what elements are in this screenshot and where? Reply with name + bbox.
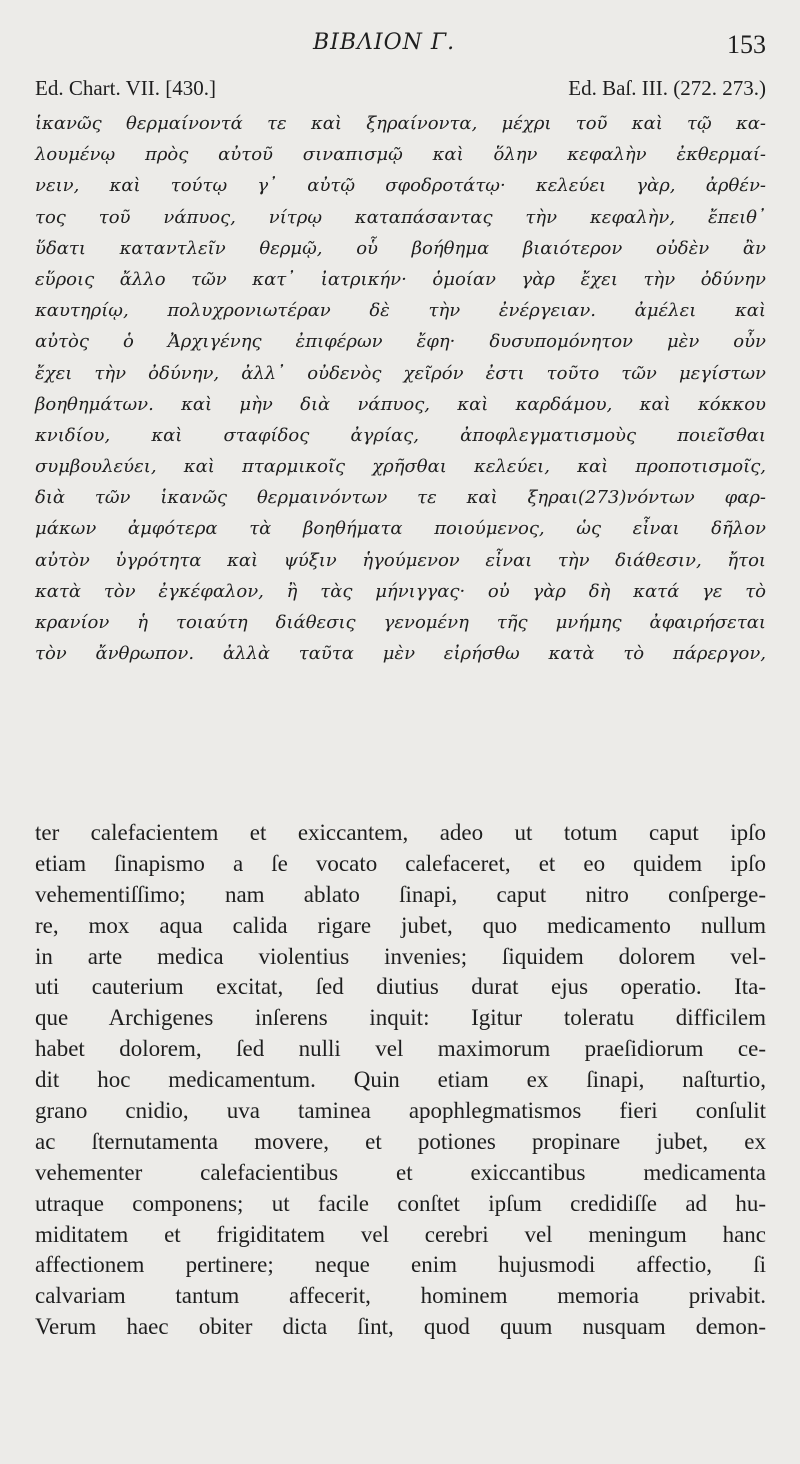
greek-line: κρανίον ἡ τοιαύτη διάθεσις γενομένη τῆς μνήμης ἀφαιρήσεται xyxy=(35,612,766,633)
greek-line: τος τοῦ νάπυος, νίτρῳ καταπάσαντας τὴν κεφαλὴν, ἔπειθ᾽ xyxy=(35,206,766,228)
greek-line: κατὰ τὸν ἐγκέφαλον, ἢ τὰς μήνιγγας· οὐ γὰρ δὴ κατά γε τὸ xyxy=(35,580,766,602)
greek-text-block xyxy=(35,108,766,669)
greek-line: διὰ τῶν ἱκανῶς θερμαινόντων τε καὶ ξηραι(273)νόντων φαρ- xyxy=(35,487,766,509)
greek-line: ἱκανῶς θερμαίνοντά τε καὶ ξηραίνοντα, μέχρι τοῦ καὶ τῷ κα- xyxy=(35,113,766,134)
greek-line: καυτηρίῳ, πολυχρονιωτέραν δὲ τὴν ἐνέργειαν. ἀμέλει καὶ xyxy=(35,300,766,322)
latin-line: etiam ſinapismo a ſe vocato calefaceret, et eo quidem ipſo xyxy=(35,850,766,876)
latin-text-block xyxy=(35,818,766,1343)
edition-reference-right: Ed. Baſ. III. (272. 273.) xyxy=(568,76,766,100)
latin-line: habet dolorem, ſed nulli vel maximorum praeſidiorum ce- xyxy=(35,1036,766,1062)
latin-line: uti cauterium excitat, ſed diutius durat ejus operatio. Ita- xyxy=(35,974,766,1000)
latin-line: affectionem pertinere; neque enim hujusmodi affectio, ſi xyxy=(35,1252,766,1278)
latin-line: miditatem et frigiditatem vel cerebri vel meningum hanc xyxy=(35,1221,766,1247)
greek-line: εὕροις ἄλλο τῶν κατ᾽ ἰατρικήν· ὁμοίαν γὰρ ἔχει τὴν ὀδύνην xyxy=(35,268,766,290)
latin-line: utraque componens; ut facile conſtet ipſum credidiſſe ad hu- xyxy=(35,1190,766,1216)
greek-line: μάκων ἀμφότερα τὰ βοηθήματα ποιούμενος, ὡς εἶναι δῆλον xyxy=(35,518,766,540)
page-number: 153 xyxy=(727,30,766,59)
latin-line: ac ſternutamenta movere, et potiones propinare jubet, ex xyxy=(35,1128,766,1154)
greek-line: λουμένῳ πρὸς αὐτοῦ σιναπισμῷ καὶ ὅλην κεφαλὴν ἐκθερμαί- xyxy=(35,144,766,166)
latin-line: ter calefacientem et exiccantem, adeo ut totum caput ipſo xyxy=(35,820,766,845)
latin-line: dit hoc medicamentum. Quin etiam ex ſinapi, naſturtio, xyxy=(35,1067,766,1093)
latin-line: re, mox aqua calida rigare jubet, quo medicamento nullum xyxy=(35,912,766,938)
greek-line: βοηθημάτων. καὶ μὴν διὰ νάπυος, καὶ καρδάμου, καὶ κόκκου xyxy=(35,393,766,415)
latin-line: que Archigenes inſerens inquit: Igitur toleratu difficilem xyxy=(35,1005,766,1031)
greek-line: τὸν ἄνθρωπον. ἀλλὰ ταῦτα μὲν εἰρήσθω κατὰ τὸ πάρεργον, xyxy=(35,643,766,665)
greek-line: συμβουλεύει, καὶ πταρμικοῖς χρῆσθαι κελεύει, καὶ προποτισμοῖς, xyxy=(35,456,766,478)
latin-line: in arte medica violentius invenies; ſiquidem dolorem vel- xyxy=(35,943,766,969)
latin-line: Verum haec obiter dicta ſint, quod quum nusquam demon- xyxy=(35,1314,766,1340)
running-title: ΒΙΒΛΙΟΝ Γ. xyxy=(313,30,456,55)
greek-line: αὐτὸν ὑγρότητα καὶ ψύξιν ἡγούμενον εἶναι τὴν διάθεσιν, ἤτοι xyxy=(35,549,766,571)
greek-line: νειν, καὶ τούτῳ γ᾽ αὐτῷ σφοδροτάτῳ· κελεύει γὰρ, ἀρθέν- xyxy=(35,175,766,197)
greek-line: ὕδατι καταντλεῖν θερμῷ, οὗ βοήθημα βιαιότερον οὐδὲν ἂν xyxy=(35,237,766,259)
latin-line: vehementer calefacientibus et exiccantibus medicamenta xyxy=(35,1159,766,1185)
greek-line: αὐτὸς ὁ Ἀρχιγένης ἐπιφέρων ἔφη· δυσυπομόνητον μὲν οὖν xyxy=(35,331,766,353)
latin-line: grano cnidio, uva taminea apophlegmatismos fieri conſulit xyxy=(35,1098,766,1124)
latin-line: calvariam tantum affecerit, hominem memoria privabit. xyxy=(35,1283,766,1309)
greek-line: ἔχει τὴν ὀδύνην, ἀλλ᾽ οὐδενὸς χεῖρόν ἐστι τοῦτο τῶν μεγίστων xyxy=(35,362,766,384)
greek-line: κνιδίου, καὶ σταφίδος ἀγρίας, ἀποφλεγματισμοὺς ποιεῖσθαι xyxy=(35,424,766,446)
latin-line: vehementiſſimo; nam ablato ſinapi, caput nitro conſperge- xyxy=(35,881,766,907)
edition-reference-left: Ed. Chart. VII. [430.] xyxy=(35,76,216,100)
